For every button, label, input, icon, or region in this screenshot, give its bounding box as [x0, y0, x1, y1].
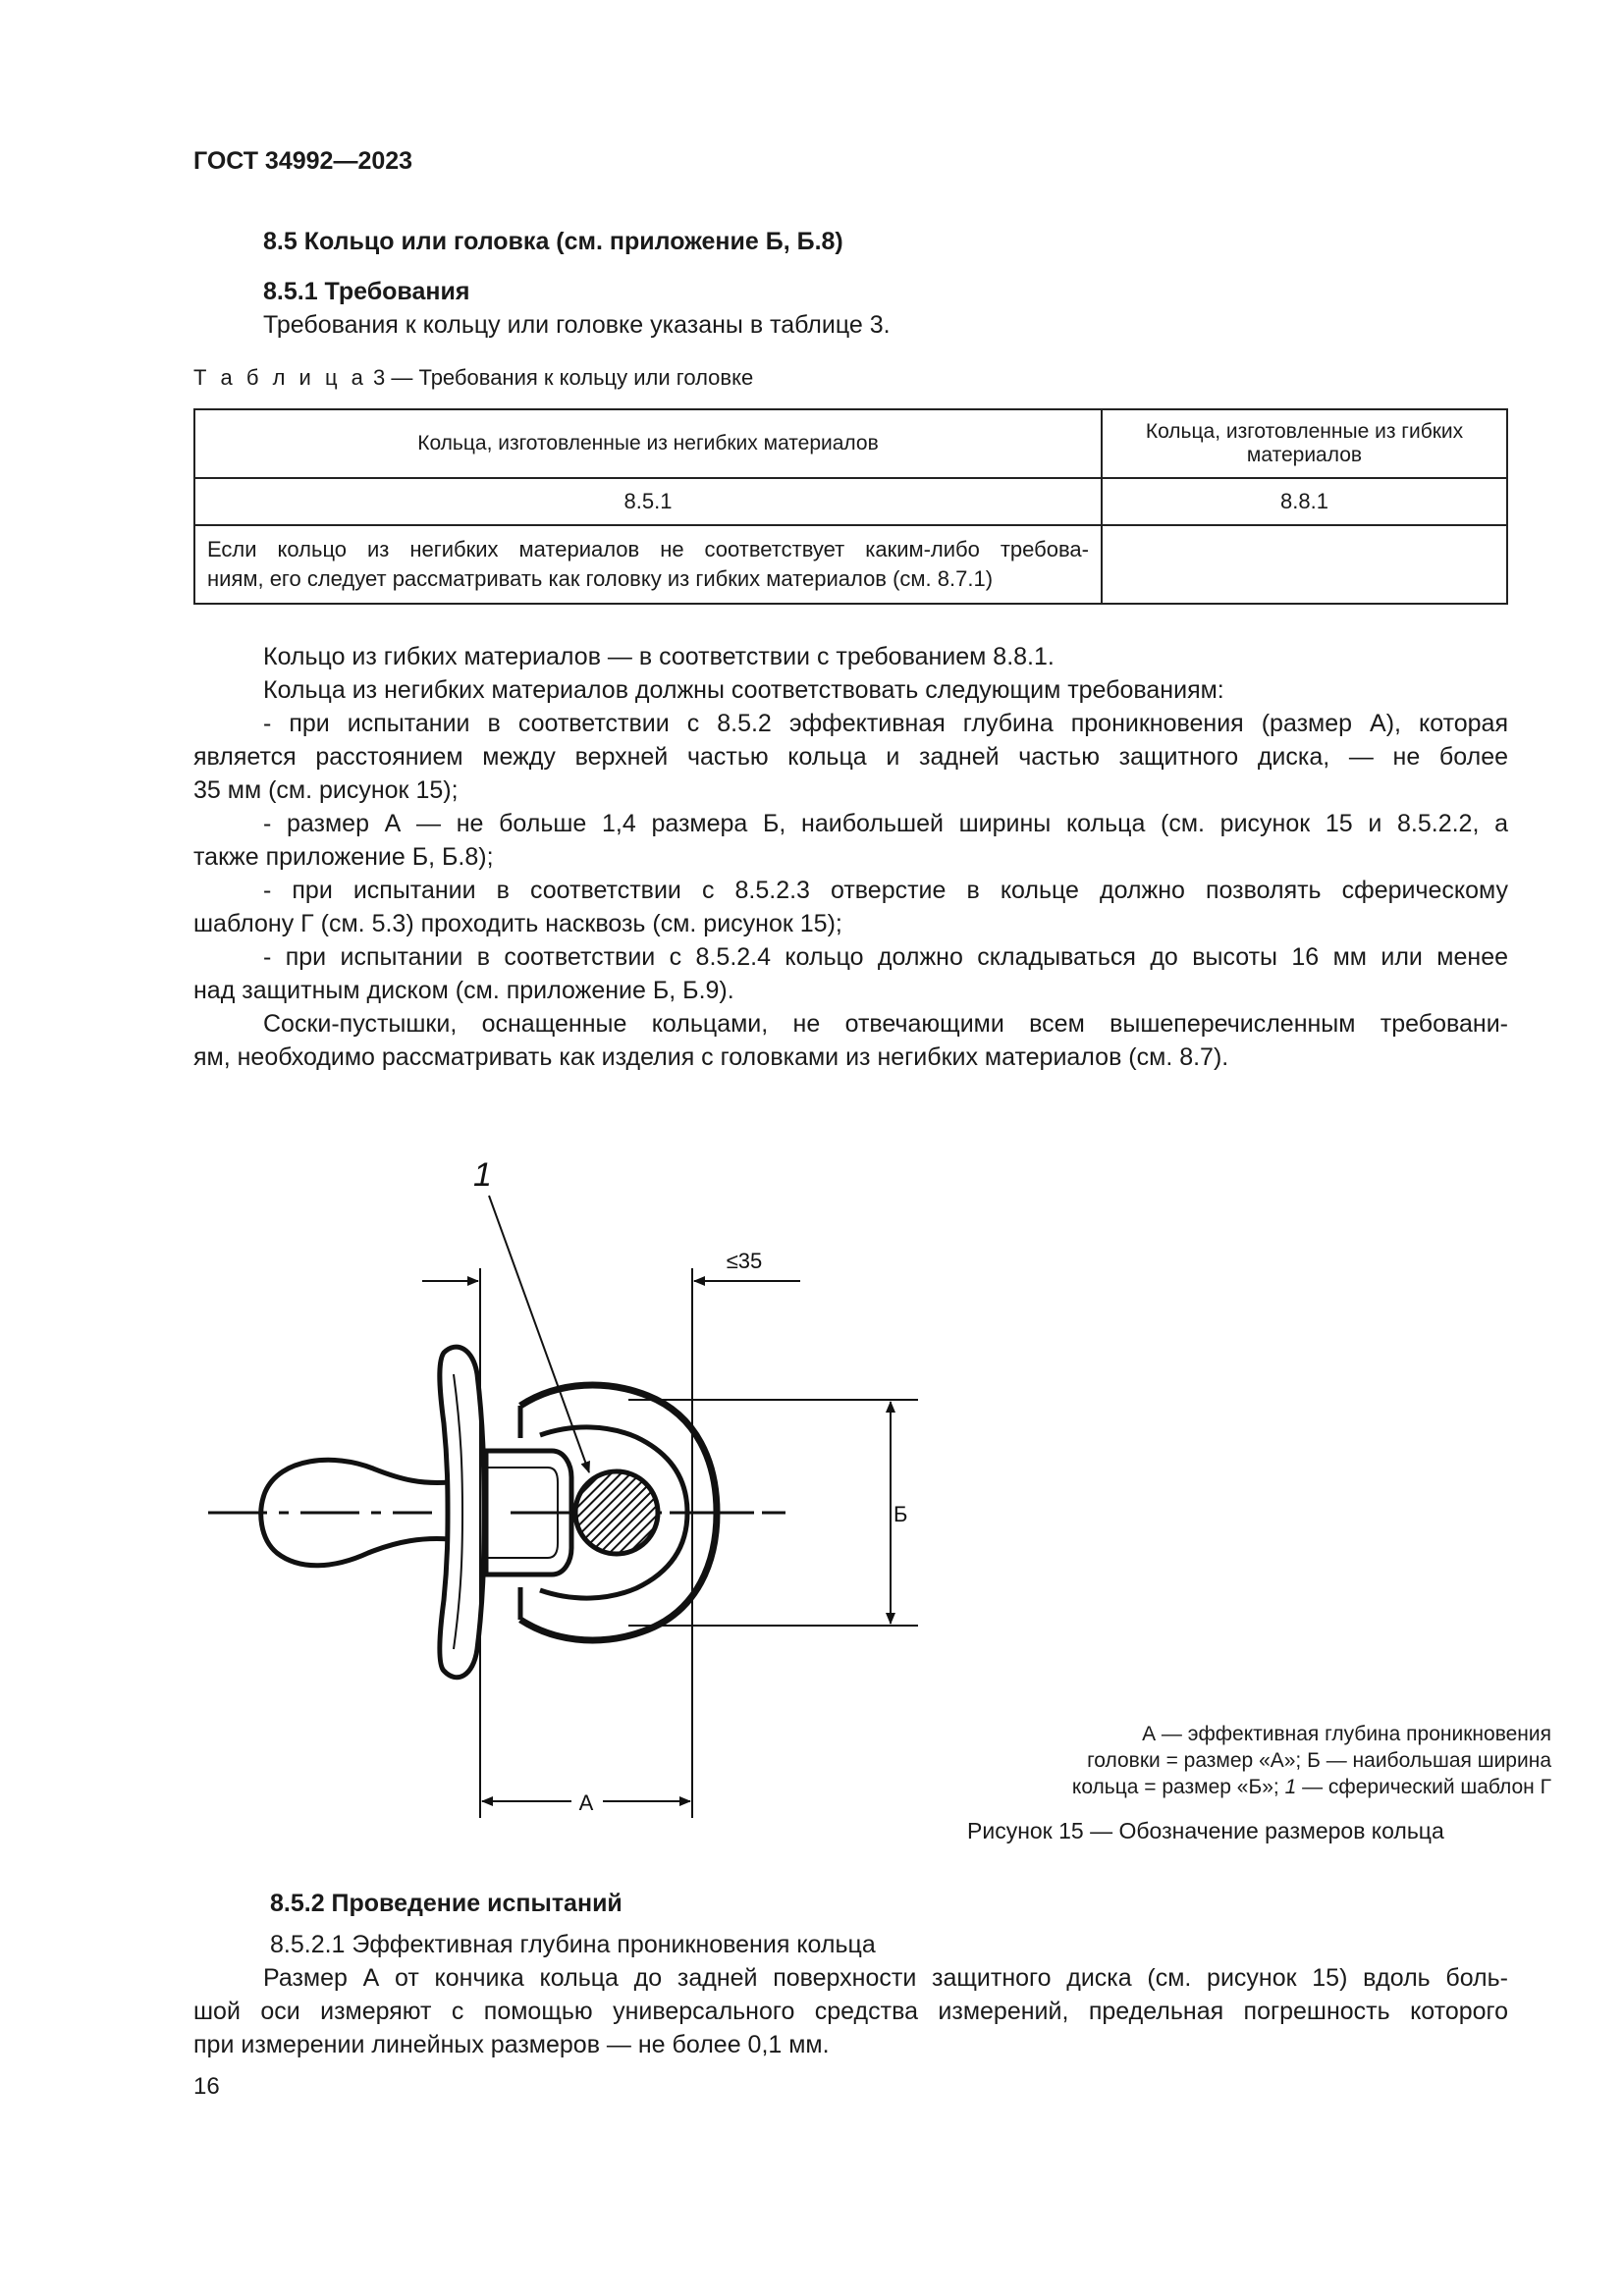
table-caption-label: Т а б л и ц а	[193, 365, 367, 390]
text-line: - размер А — не больше 1,4 размера Б, наибольшей ширины кольца (см. рисунок 15 и 8.5.2.2, а	[263, 810, 1508, 837]
subsection-heading-8-5-1: 8.5.1 Требования	[263, 278, 470, 305]
page-number: 16	[193, 2073, 220, 2100]
bullet-item	[193, 707, 1508, 807]
legend-line: головки = размер «А»; Б — наибольшая ширина	[1087, 1749, 1551, 1772]
table-header-row	[194, 409, 1507, 478]
table-cell-empty	[1102, 525, 1507, 604]
text-line: - при испытании в соответствии с 8.5.2.4 кольцо должно складываться до высоты 16 мм или менее	[263, 943, 1508, 971]
table-cell-rigid-ref: 8.5.1	[194, 478, 1102, 525]
document-header: ГОСТ 34992—2023	[193, 147, 413, 175]
text-line: Размер А от кончика кольца до задней поверхности защитного диска (см. рисунок 15) вдоль боль-	[263, 1964, 1508, 1992]
text-line: ям, необходимо рассматривать как изделия с головками из негибких материалов (см. 8.7).	[193, 1043, 1229, 1071]
legend-text: — сферический шаблон Г	[1296, 1776, 1551, 1798]
clause-heading-8-5-2-1: 8.5.2.1 Эффективная глубина проникновения кольца	[270, 1931, 876, 1958]
text-line: при измерении линейных размеров — не более 0,1 мм.	[193, 2031, 830, 2058]
text-line: 35 мм (см. рисунок 15);	[193, 776, 459, 804]
text-line: является расстоянием между верхней частью кольца и задней частью защитного диска, — не более	[193, 743, 1508, 771]
legend-text: кольца = размер «Б»;	[1071, 1776, 1285, 1798]
text-line: - при испытании в соответствии с 8.5.2 эффективная глубина проникновения (размер А), которая	[263, 710, 1508, 737]
paragraph: Кольца из негибких материалов должны соответствовать следующим требованиям:	[263, 676, 1224, 704]
table-cell-note	[194, 525, 1102, 604]
figure-15-pacifier-drawing	[187, 1139, 943, 1845]
table-row	[194, 478, 1507, 525]
subsection-heading-8-5-2: 8.5.2 Проведение испытаний	[270, 1890, 623, 1917]
table-note-line: ниям, его следует рассматривать как головку из гибких материалов (см. 8.7.1)	[207, 566, 994, 591]
section-heading-8-5: 8.5 Кольцо или головка (см. приложение Б, Б.8)	[263, 228, 843, 255]
table-cell-flexible-ref: 8.8.1	[1102, 478, 1507, 525]
dim-label-a: А	[578, 1790, 594, 1815]
bullet-item	[193, 874, 1508, 940]
callout-label-1: 1	[473, 1156, 492, 1194]
table-header-rigid: Кольца, изготовленные из негибких материалов	[194, 409, 1102, 478]
table-row	[194, 525, 1507, 604]
paragraph: Кольцо из гибких материалов — в соответствии с требованием 8.8.1.	[263, 643, 1055, 670]
bullet-item	[193, 940, 1508, 1007]
dim-label-b: Б	[893, 1502, 908, 1526]
text-line: шаблону Г (см. 5.3) проходить насквозь (см. рисунок 15);	[193, 910, 842, 937]
figure-caption: Рисунок 15 — Обозначение размеров кольца	[967, 1818, 1444, 1843]
figure-legend	[923, 1721, 1551, 1800]
legend-line	[923, 1774, 1551, 1800]
paragraph	[193, 1961, 1508, 2061]
legend-callout-number: 1	[1284, 1776, 1297, 1798]
table-note-line: Если кольцо из негибких материалов не соответствует каким-либо требова-	[207, 537, 1089, 561]
text-line: Соски-пустышки, оснащенные кольцами, не отвечающими всем вышеперечисленным требовани-	[263, 1010, 1508, 1038]
text-line: над защитным диском (см. приложение Б, Б.9).	[193, 977, 734, 1004]
bullet-item	[193, 807, 1508, 874]
spherical-template	[575, 1471, 658, 1554]
table-header-flexible: Кольца, изготовленные из гибких материалов	[1102, 409, 1507, 478]
text-line: шой оси измеряют с помощью универсального средства измерений, предельная погрешность которого	[193, 1998, 1508, 2025]
table-caption	[193, 365, 753, 391]
paragraph	[193, 1007, 1508, 1074]
text-line: - при испытании в соответствии с 8.5.2.3 отверстие в кольце должно позволять сферическому	[263, 877, 1508, 904]
requirements-table	[193, 408, 1508, 605]
requirements-intro: Требования к кольцу или головке указаны в таблице 3.	[263, 311, 891, 339]
legend-line: А — эффективная глубина проникновения	[1142, 1723, 1551, 1745]
table-caption-text: 3 — Требования к кольцу или головке	[366, 365, 754, 390]
dim-label-max: ≤35	[726, 1249, 763, 1273]
text-line: также приложение Б, Б.8);	[193, 843, 494, 871]
callout-leader-1	[489, 1196, 589, 1472]
